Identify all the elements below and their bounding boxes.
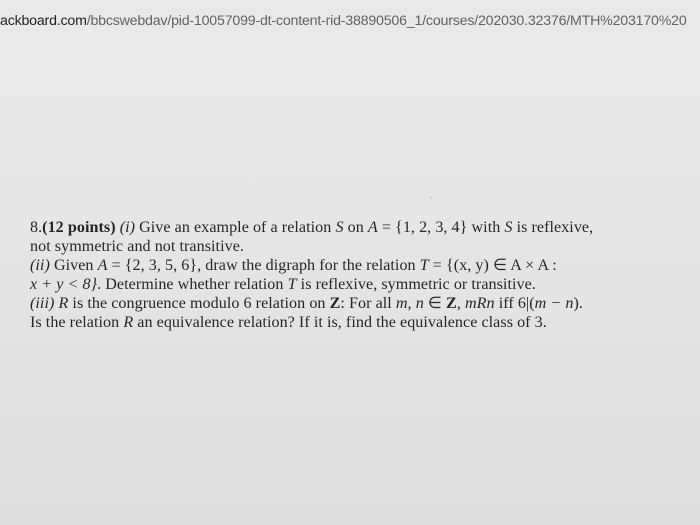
part-i-text: Give an example of a relation (135, 219, 336, 236)
part-iii-text: ). (573, 295, 583, 312)
part-ii-text: = {2, 3, 5, 6}, draw the digraph for the relation (107, 257, 420, 274)
var-t: T (287, 276, 297, 293)
part-iii-label: (iii) (30, 295, 55, 312)
part-ii-text: Given (49, 257, 98, 274)
part-iii-text: : For all (340, 295, 396, 312)
part-ii-label: (ii) (30, 257, 50, 274)
problem-line-5 (30, 294, 692, 313)
part-iii-text: , (456, 295, 465, 312)
problem-line-6 (30, 313, 692, 332)
part-i-label: (i) (119, 219, 136, 236)
var-a: A (367, 219, 378, 236)
part-i-text: = {1, 2, 3, 4} with (377, 219, 505, 236)
problem-points: (12 points) (42, 219, 116, 236)
integers-symbol: Z (446, 295, 457, 312)
problem-line-4 (30, 275, 692, 294)
part-i-text: on (343, 219, 368, 236)
screen-speck (430, 197, 432, 199)
var-a: A (97, 257, 108, 274)
problem-text (30, 218, 692, 332)
url-text[interactable] (0, 13, 687, 29)
var-r: R (54, 295, 69, 312)
var-s: S (504, 219, 513, 236)
var-mn: m, n (395, 295, 424, 312)
url-host: ackboard.com (0, 13, 87, 29)
part-iii-text: Is the relation (30, 314, 124, 331)
problem-number: 8. (30, 219, 43, 236)
part-ii-set: = {(x, y) ∈ A × A : (428, 257, 557, 274)
var-t: T (419, 257, 429, 274)
part-ii-condition: x + y < 8} (30, 276, 98, 293)
part-i-text: is reflexive, (512, 219, 594, 236)
part-ii-text: . Determine whether relation (97, 276, 288, 293)
var-m-minus-n: m − n (534, 295, 574, 312)
var-mrn: mRn (464, 295, 495, 312)
part-iii-text: iff 6|( (494, 295, 535, 312)
problem-line-1 (30, 218, 692, 237)
part-iii-text: an equivalence relation? If it is, find the equivalence class of 3. (133, 314, 547, 331)
var-r: R (123, 314, 134, 331)
part-iii-text: is the congruence modulo 6 relation on (68, 295, 330, 312)
var-s: S (335, 219, 344, 236)
integers-symbol: Z (329, 295, 341, 312)
problem-line-3 (30, 256, 692, 275)
url-path: /bbcswebdav/pid-10057099-dt-content-rid-38890506_1/courses/202030.32376/MTH%203170%20 (86, 13, 687, 29)
problem-line-2: not symmetric and not transitive. (30, 238, 244, 255)
part-iii-text: ∈ (423, 295, 447, 312)
part-ii-text: is reflexive, symmetric or transitive. (296, 276, 536, 293)
address-bar[interactable] (0, 0, 700, 44)
